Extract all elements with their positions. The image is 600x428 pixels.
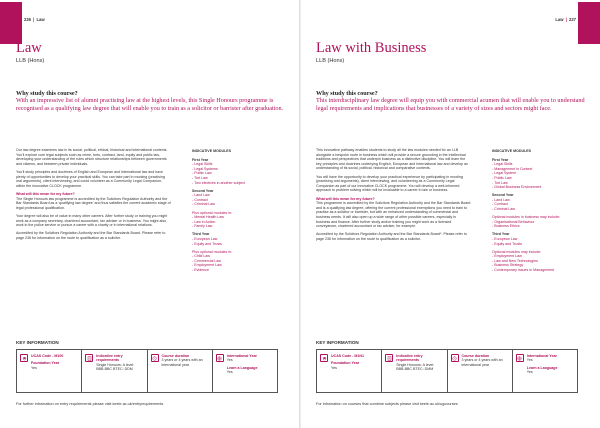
clock-icon [151,354,159,362]
module-item: - Legal Skills [192,162,213,167]
page-footer: For information on courses that combine subjects please visit keele.ac.uk/ugcourses [316,402,458,406]
checklist-icon [85,354,93,362]
book-spine [299,0,301,428]
globe-icon [516,354,524,362]
ki-ucas [317,350,382,392]
module-item: - Family Law [192,224,213,229]
year-label: First Year [192,157,209,162]
year-label: First Year [492,157,509,162]
module-item: - Global Business Environment [492,185,542,190]
ki-international [513,350,577,392]
module-item: - Contemporary Issues in Management [492,268,555,273]
intl-value: Yes [226,358,233,363]
key-info-grid [16,349,278,393]
career-paragraph: Your degree will also be of value in many other careers. After further study or training you might work as a company secretary, chartered accountant, tax adviser or in business. You might also work in the police service or pursue a career with a charity or in international relations. [16,213,168,228]
career-heading: What will this mean for my future? [316,196,375,201]
foundation-value: Yes [31,365,37,370]
entry-label: Indicative entry requirements [96,354,123,363]
year-label: Second Year [492,193,514,198]
accreditation-note: Accredited by the Solicitors Regulation Authority and the Bar Standards Board. Please refer to page 236 for information on the route to qualification as a solicitor. [16,231,166,240]
module-item: - Public Law [192,171,212,176]
globe-icon [216,354,224,362]
key-info-grid [316,349,578,393]
accreditation-note: Accredited by the Solicitors Regulation Authority and the Bar Standards Board*. Please refer to page 236 for information on the route to qualification as a solicitor. [316,232,467,241]
intl-label: International Year [526,354,557,358]
ki-duration [148,350,213,392]
module-item: - Employment Law [492,254,522,259]
ki-ucas [17,350,82,392]
why-text: This interdisciplinary law degree will equip you with commercial acumen that will enable you to understand legal requirements and implications that businesses of a variety of sizes and sectors might face. [316,97,585,113]
section-tab [0,2,22,44]
module-item: - Law and New Technologies [492,258,538,263]
body-paragraph: You'll study principles and doctrines of English and European and International law and have plenty of opportunities to develop your practical skills. You can take part in mooting (practising oral arguments), client interviewing, and could volunteer as a Community Legal Companion, within the innovative CLOCK programme. [16,169,165,188]
intl-value: Yes [526,358,533,363]
graduation-cap-icon [20,354,28,362]
page-footer: For further information on entry requirements please visit keele.ac.uk/entryrequirements [16,402,164,406]
foundation-label: Foundation Year [31,361,60,366]
module-item: - Business Strategy [492,263,524,268]
optional-label: Optional modules may include: [492,249,542,254]
module-item: - Law in Action [192,219,216,224]
ucas-code: UCAS Code - M100 [31,354,64,358]
ki-entry [82,350,147,392]
entry-label: Indicative entry requirements [396,354,423,363]
module-item: - Equity and Trusts [492,241,522,246]
module-item: - Contract [492,202,508,207]
section-tab [578,2,600,44]
modules-heading: INDICATIVE MODULES [492,149,532,153]
modules-heading: INDICATIVE MODULES [192,149,232,153]
key-info-heading: KEY INFORMATION [16,340,59,345]
why-heading: Why study this course? [16,90,78,97]
page-number: 227 [569,17,576,22]
duration-label: Course duration [161,354,190,358]
modules-list [492,149,588,273]
ki-entry [382,350,447,392]
foundation-label: Foundation Year [331,361,360,366]
duration-value: 3 years or 4 years with an international year [161,358,203,367]
page-header: Law | 227 [555,17,576,22]
module-item: - European Law [492,237,518,241]
course-award: LLB (Hons) [16,58,45,64]
module-item: - Equity and Trusts [192,241,222,246]
course-description [316,148,471,245]
section-name: Law [36,17,45,22]
duration-value: 3 years or 4 years with an international year [461,358,503,367]
page-number: 226 [24,17,31,22]
body-paragraph: This innovative pathway enables students to study all the law modules needed for an LLB alongside a bespoke route in business which will provide a secure grounding in the intellectual traditions and perspectives that underpin business as a distinctive discipline. You will learn the key principles and doctrines underlying English, European and International law and develop an understanding of its social, political, historical and comparative contexts. [316,148,469,171]
optional-label: Plus optional modules in: [192,210,232,215]
module-item: - Organisational Behaviour [492,219,535,224]
module-item: - Commercial Law [192,258,221,263]
language-value: Yes [526,370,533,375]
section-name: Law [555,17,564,22]
course-award: LLB (Hons) [316,58,345,64]
key-info-heading: KEY INFORMATION [316,340,359,345]
module-item: - Management in Context [492,166,533,171]
module-item: - Mental Health Law [192,215,224,220]
right-page [300,0,600,428]
language-label: Learn a Language [526,365,558,370]
module-item: - Legal Systems [192,166,218,171]
intl-label: International Year [226,354,257,358]
checklist-icon [385,354,393,362]
body-paragraph: You will have the opportunity to develop your practical experience by participating in mooting (practising oral arguments), client interviewing, and volunteering as a Community Legal Companion as part of our innovative CLOCK programme. You will develop a well-informed approach to problem solving which will be invaluable to a career in law or business. [316,174,463,193]
module-item: - Child Law [192,254,210,259]
career-paragraph: This programme is accredited by the Solicitors Regulation Authority and the Bar Standards Board and is a qualifying law degree, offering the current professional exemptions you need to train to practise as a solicitor or barrister, but with an enhanced understanding of commercial and business needs. It will also open up a wide range of other possible careers, especially in business and finance. After further study and/or training you might work as a licensed conveyancer, chartered accountant or tax adviser, for example. [316,201,471,229]
module-item: - Tort Law [492,180,508,185]
language-label: Learn a Language [226,365,258,370]
module-item: - Legal Skills [492,162,513,167]
ki-international [213,350,277,392]
clock-icon [451,354,459,362]
body-paragraph: Our law degree examines law in its social, political, ethical, historical and international contexts. You'll explore core legal subjects such as crime, torts, contract, land, equity and public law, developing your understanding of the rules which structure relationships between governments and citizens, and between private individuals. [16,148,168,166]
module-item: - European Law [192,237,218,241]
module-item: - Tort Law [192,175,208,180]
module-item: - Two electives in another subject [192,180,246,185]
year-label: Third Year [192,232,210,237]
ki-duration [448,350,513,392]
duration-label: Course duration [461,354,490,358]
career-paragraph: The Single Honours law programme is accredited by the Solicitors Regulation Authority and the Bar Standards Board as a 'qualifying law degree' and thus satisfies the current academic stage of legal professional qualification. [16,196,171,210]
module-item: - Evidence [192,268,209,273]
year-label: Third Year [492,232,510,237]
career-heading: What will this mean for my future? [16,191,75,196]
module-item: - Contract [192,197,208,202]
year-label: Second Year [192,188,214,193]
page-header: 226 | Law [24,17,45,22]
module-item: - Public Law [492,175,512,180]
course-description [16,148,171,244]
entry-value: Single Honours: A level: BBB-BBC BTEC: DDM [96,362,135,372]
optional-label: Optional modules in business may include: [492,215,561,220]
entry-value: Single Honours: A level: BBB-BBC BTEC: DMM [396,362,435,372]
graduation-cap-icon [320,354,328,362]
modules-list [192,149,288,273]
module-item: - Land Law [492,197,510,202]
course-title: Law with Business [316,40,427,56]
optional-label: Plus optional modules in: [192,249,232,254]
why-heading: Why study this course? [316,90,378,97]
module-item: - Employment Law [192,263,222,268]
course-title: Law [16,40,42,56]
ucas-code: UCAS Code - M1N1 [331,354,364,358]
language-value: Yes [226,370,233,375]
why-text: With an impressive list of alumni practising law at the highest levels, this Single Honours programme is recognised as a qualifying law degree that will enable you to train as a solicitor or barrister after graduation. [16,97,284,113]
foundation-value: Yes [331,365,337,370]
module-item: - Business Ethics [492,224,520,229]
module-item: - Land Law [192,193,210,198]
module-item: - Criminal Law [492,207,515,212]
module-item: - Legal System [492,171,516,176]
module-item: - Criminal Law [192,202,215,207]
